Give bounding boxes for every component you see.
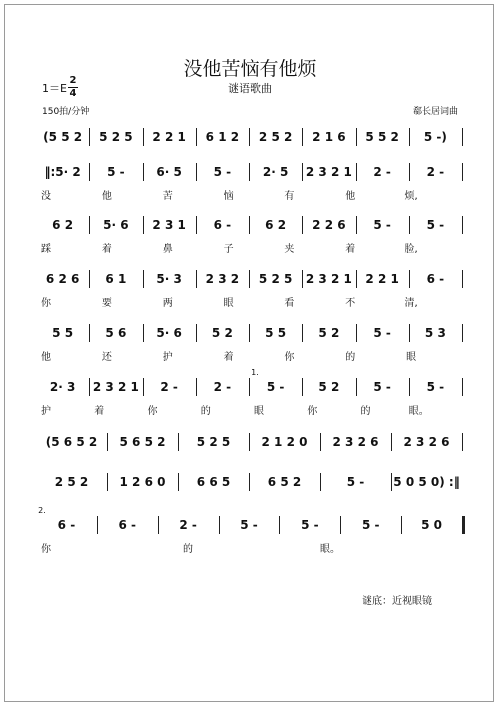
lyric-syllable: 眼 — [254, 406, 264, 417]
measure-notes: 5· 6 — [156, 326, 182, 340]
barline — [302, 378, 303, 396]
barline — [89, 270, 90, 288]
lyric-syllable: 他 — [345, 191, 356, 202]
measure-notes: 5· 6 — [103, 218, 129, 232]
measure-notes: (5 5 2 — [43, 130, 83, 144]
barline — [356, 378, 357, 396]
measure-notes: 2 1 6 — [312, 130, 346, 144]
measure-notes: 2 3 2 1 — [92, 380, 139, 394]
lyric-syllable: 你 — [284, 352, 295, 363]
measure-notes: 2 1 2 0 — [261, 435, 308, 449]
lyric-syllable: 鼻 — [162, 244, 173, 255]
lyricist-credit: 郗长居词曲 — [412, 107, 458, 117]
measure-notes: 2 3 2 — [205, 272, 240, 286]
volta-bracket-label: 1. — [251, 368, 259, 377]
lyric-syllable: 着 — [101, 244, 112, 255]
measure-notes: 2 3 2 6 — [332, 435, 379, 449]
barline — [143, 378, 144, 396]
riddle-answer: 谜底：近视眼镜 — [362, 596, 432, 607]
barline — [356, 163, 357, 181]
measure-notes: 5 - — [426, 380, 445, 394]
barline — [462, 324, 463, 342]
barline — [462, 378, 463, 396]
measure-notes: 5 - — [107, 165, 125, 179]
measure-notes: 5 - — [266, 380, 285, 394]
lyric-syllable: 烦, — [404, 191, 418, 202]
measure-notes: 1 2 6 0 — [119, 475, 166, 489]
measure-notes: 5 - — [346, 475, 365, 489]
lyric-syllable: 脸, — [404, 244, 418, 255]
lyric-syllable: 夹 — [284, 244, 295, 255]
measure-notes: 5 5 — [52, 326, 74, 340]
measure-notes: 5 5 — [265, 326, 287, 340]
barline — [356, 216, 357, 234]
barline — [249, 473, 250, 491]
barline — [178, 433, 179, 451]
lyric-syllable: 着 — [94, 406, 105, 417]
barline — [97, 516, 98, 534]
measure-notes: 5 2 5 — [99, 130, 133, 144]
measure-notes: 2 - — [426, 165, 445, 179]
barline — [249, 378, 250, 396]
lyric-syllable: 你 — [41, 298, 51, 309]
measure-notes: 6 2 — [265, 218, 287, 232]
volta-bracket-label: 2. — [38, 506, 46, 515]
measure-notes: 5 3 — [424, 326, 446, 340]
barline — [196, 216, 197, 234]
measure-notes: 2· 3 — [49, 380, 76, 394]
barline — [462, 128, 463, 146]
lyric-syllable: 要 — [101, 298, 112, 309]
measure-notes: 5 6 — [105, 326, 127, 340]
barline — [219, 516, 220, 534]
measure-notes: 5· 3 — [156, 272, 182, 286]
lyric-syllable: 踩 — [41, 244, 51, 255]
measure-notes: 5 0 5 0) :‖ — [393, 475, 460, 489]
barline — [143, 324, 144, 342]
barline — [302, 324, 303, 342]
barline — [196, 378, 197, 396]
barline — [302, 216, 303, 234]
lyric-syllable: 子 — [223, 244, 234, 255]
measure-notes: (5 6 5 2 — [45, 435, 98, 449]
measure-notes: 5 -) — [423, 130, 447, 144]
lyric-syllable: 他 — [41, 352, 51, 363]
measure-notes: 5 - — [301, 518, 319, 532]
barline — [356, 324, 357, 342]
lyric-syllable: 你 — [307, 406, 318, 417]
measure-notes: 5 5 2 — [365, 130, 399, 144]
measure-notes: 2 5 2 — [258, 130, 293, 144]
measure-notes: 5 - — [373, 218, 391, 232]
measure-notes: 5 - — [426, 218, 445, 232]
measure-notes: 5 2 — [318, 326, 340, 340]
barline — [249, 270, 250, 288]
barline — [409, 270, 410, 288]
time-signature — [68, 76, 78, 99]
lyric-syllable: 看 — [284, 298, 295, 309]
barline — [279, 516, 280, 534]
barline — [89, 128, 90, 146]
time-top: 2 — [69, 75, 77, 86]
barline — [302, 270, 303, 288]
barline — [89, 163, 90, 181]
barline — [340, 516, 341, 534]
barline — [178, 473, 179, 491]
measure-notes: 5 2 5 — [196, 435, 231, 449]
lyric-syllable: 你 — [41, 544, 51, 555]
lyric-syllable: 着 — [345, 244, 356, 255]
barline — [249, 163, 250, 181]
barline — [196, 128, 197, 146]
lyric-syllable: 着 — [223, 352, 234, 363]
barline — [462, 163, 463, 181]
barline — [320, 473, 321, 491]
measure-notes: 5 - — [240, 518, 258, 532]
lyric-syllable: 的 — [360, 406, 371, 417]
lyric-syllable: 有 — [284, 191, 295, 202]
lyric-syllable: 还 — [101, 352, 112, 363]
lyric-syllable: 没 — [41, 191, 51, 202]
lyric-syllable: 护 — [41, 406, 51, 417]
measure-notes: 6· 5 — [156, 165, 182, 179]
measure-notes: 2 - — [179, 518, 197, 532]
measure-notes: 5 - — [361, 518, 380, 532]
barline — [409, 324, 410, 342]
lyric-syllable: 的 — [345, 352, 356, 363]
barline — [391, 433, 392, 451]
lyric-syllable: 眼 — [406, 352, 417, 363]
lyric-syllable: 眼。 — [320, 544, 340, 555]
lyric-syllable: 他 — [101, 191, 112, 202]
barline — [107, 433, 108, 451]
barline — [158, 516, 159, 534]
measure-notes: 5 - — [213, 165, 232, 179]
song-subtitle: 谜语歌曲 — [228, 82, 272, 95]
measure-notes: 6 - — [57, 518, 76, 532]
barline — [89, 216, 90, 234]
measure-notes: 5 6 5 2 — [119, 435, 166, 449]
measure-notes: 6 6 5 — [196, 475, 231, 489]
barline — [302, 163, 303, 181]
measure-notes: 6 5 2 — [267, 475, 302, 489]
measure-notes: 5 2 — [318, 380, 340, 394]
barline — [409, 378, 410, 396]
song-title: 没他苦恼有他烦 — [183, 58, 317, 80]
measure-notes: 6 1 — [105, 272, 127, 286]
measure-notes: 2 - — [160, 380, 178, 394]
lyric-syllable: 眼 — [223, 298, 234, 309]
measure-notes: 6 2 6 — [45, 272, 80, 286]
tempo-marking: 150拍/分钟 — [42, 107, 90, 117]
lyric-syllable: 两 — [162, 298, 173, 309]
measure-notes: 2 3 2 1 — [305, 165, 352, 179]
measure-notes: 5 - — [373, 326, 391, 340]
barline — [409, 163, 410, 181]
barline — [196, 163, 197, 181]
measure-notes: 6 - — [426, 272, 445, 286]
barline — [391, 473, 392, 491]
barline — [143, 128, 144, 146]
barline — [249, 324, 250, 342]
time-bottom: 4 — [69, 88, 77, 99]
measure-notes: 2 2 1 — [365, 272, 399, 286]
barline — [320, 433, 321, 451]
measure-notes: ‖:5· 2 — [44, 165, 81, 179]
barline — [409, 216, 410, 234]
lyric-syllable: 清, — [404, 298, 418, 309]
barline — [249, 216, 250, 234]
barline — [249, 433, 250, 451]
measure-notes: 2 3 2 6 — [403, 435, 450, 449]
lyric-syllable: 苦 — [162, 191, 173, 202]
barline — [462, 433, 463, 451]
final-barline — [462, 516, 465, 534]
barline — [356, 270, 357, 288]
barline — [356, 128, 357, 146]
lyric-syllable: 的 — [183, 544, 193, 555]
measure-notes: 5 0 — [421, 518, 443, 532]
measure-notes: 6 - — [213, 218, 232, 232]
measure-notes: 2 - — [373, 165, 391, 179]
barline — [107, 473, 108, 491]
barline — [89, 378, 90, 396]
barline — [196, 324, 197, 342]
barline — [401, 516, 402, 534]
key-signature: 1＝E — [42, 82, 67, 95]
measure-notes: 6 - — [118, 518, 137, 532]
lyric-syllable: 不 — [345, 298, 356, 309]
measure-notes: 2 - — [213, 380, 232, 394]
measure-notes: 5 2 — [211, 326, 233, 340]
barline — [409, 128, 410, 146]
measure-notes: 2 3 2 1 — [305, 272, 352, 286]
measure-notes: 6 2 — [52, 218, 74, 232]
lyric-syllable: 恼 — [223, 191, 234, 202]
barline — [143, 216, 144, 234]
lyric-syllable: 你 — [147, 406, 158, 417]
measure-notes: 2 2 1 — [152, 130, 186, 144]
barline — [196, 270, 197, 288]
barline — [143, 163, 144, 181]
barline — [143, 270, 144, 288]
measure-notes: 2· 5 — [262, 165, 289, 179]
measure-notes: 6 1 2 — [205, 130, 240, 144]
barline — [302, 128, 303, 146]
measure-notes: 5 - — [373, 380, 391, 394]
measure-notes: 2 5 2 — [54, 475, 89, 489]
barline — [462, 216, 463, 234]
barline — [462, 270, 463, 288]
lyric-syllable: 护 — [162, 352, 173, 363]
lyric-syllable: 的 — [200, 406, 211, 417]
measure-notes: 2 3 1 — [152, 218, 186, 232]
barline — [249, 128, 250, 146]
measure-notes: 5 2 5 — [258, 272, 293, 286]
barline — [89, 324, 90, 342]
measure-notes: 2 2 6 — [312, 218, 346, 232]
lyric-syllable: 眼。 — [408, 406, 429, 417]
